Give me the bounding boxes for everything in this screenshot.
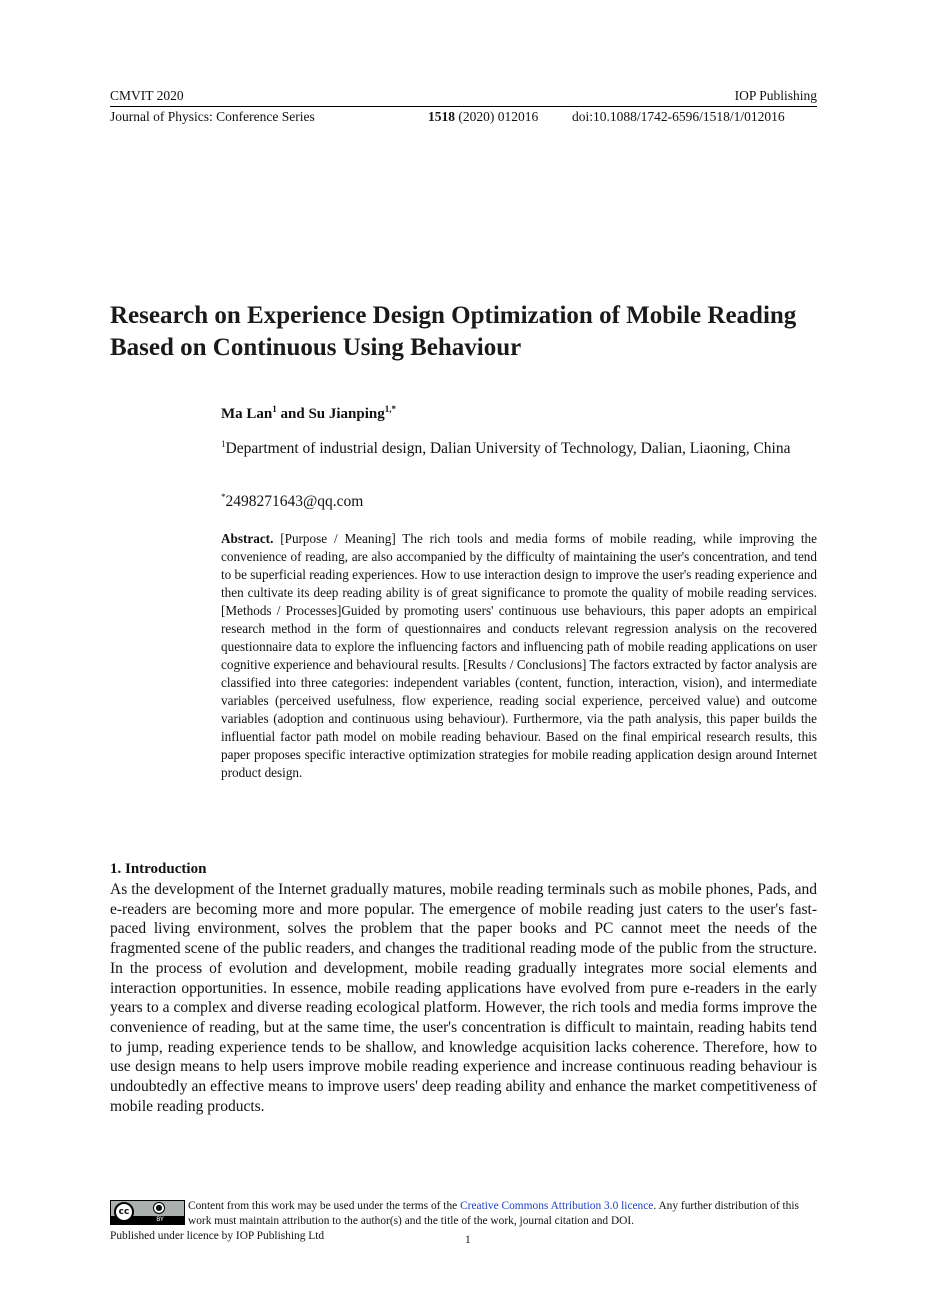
affiliation xyxy=(221,434,817,459)
license-notice xyxy=(188,1199,818,1229)
volume-info xyxy=(428,109,538,125)
author-conjunction: and xyxy=(280,406,305,422)
email-address[interactable]: 2498271643@qq.com xyxy=(225,493,364,511)
author-affil-mark: 1,* xyxy=(384,404,396,414)
conference-name: CMVIT 2020 xyxy=(110,88,184,103)
paper-title: Research on Experience Design Optimization of Mobile Reading Based on Continuous Using Behaviour xyxy=(110,302,797,361)
running-header-top xyxy=(110,88,817,107)
by-icon-label: BY xyxy=(156,1216,164,1223)
license-suffix: . Any further distribution of this work must maintain attribution to the author(s) and the title of the work, journal citation and DOI. xyxy=(188,1200,799,1227)
published-under-licence: Published under licence by IOP Publishing Ltd xyxy=(110,1230,325,1242)
author-affil-mark: 1 xyxy=(272,404,277,414)
affiliation-text: Department of industrial design, Dalian University of Technology, Dalian, Liaoning, China xyxy=(225,440,791,458)
running-header-bottom xyxy=(110,109,817,127)
author-name: Ma Lan xyxy=(221,406,273,422)
journal-name: Journal of Physics: Conference Series xyxy=(110,109,315,124)
abstract xyxy=(221,530,817,782)
section-heading-introduction: 1. Introduction xyxy=(110,861,207,877)
affiliation-mark: 1 xyxy=(221,439,226,449)
abstract-label: Abstract. xyxy=(221,531,274,546)
cc-by-license-icon[interactable] xyxy=(110,1200,185,1225)
license-prefix: Content from this work may be used under the terms of the xyxy=(188,1200,458,1212)
volume-number: 1518 xyxy=(428,109,455,124)
author-list xyxy=(221,404,396,423)
cc-icon: cc xyxy=(114,1202,134,1222)
publisher-name: IOP Publishing xyxy=(734,88,817,103)
attribution-person-icon: ● xyxy=(153,1202,165,1214)
introduction-paragraph: As the development of the Internet gradually matures, mobile reading terminals such as mobile phones, Pads, and e-readers are becoming more and more popular. The emergence of mobile reading just caters to the user's fast-paced living environment, solves the problem that the paper books and PC cannot meet the needs of the fragmented scene of the public readers, and changes the traditional reading mode of the public from the structure. In the process of evolution and development, mobile reading gradually integrates more social elements and interaction opportunities. In essence, mobile reading applications have evolved from pure e-readers in the early years to a complex and diverse reading ecological platform. However, the rich tools and media forms improve the convenience of reading, but at the same time, the user's concentration is difficult to maintain, reading habits tend to jump, reading experience tends to be shallow, and knowledge acquisition lacks coherence. Therefore, how to use design means to help users improve mobile reading experience and increase continuous reading behaviour is undoubtedly an effective means to improve users' deep reading ability and enhance the market competitiveness of mobile reading products. xyxy=(110,881,817,1115)
page-number: 1 xyxy=(465,1234,471,1246)
email-mark: * xyxy=(221,492,226,502)
abstract-text: [Purpose / Meaning] The rich tools and media forms of mobile reading, while improving the convenience of reading, are also accompanied by the difficulty of maintaining the user's concentration, and tend to be superficial reading experiences. How to use interaction design to improve the user's reading experience and then cultivate its deep reading ability is of great significance to promote the quality of mobile reading services.[Methods / Processes]Guided by promoting users' continuous use behaviours, this paper adopts an empirical research method in the form of questionnaires and conducts relevant regression analysis on the recovered questionnaire data to explore the influencing factors and influencing path of mobile reading applications on user cognitive experience and behavioural results. [Results / Conclusions] The factors extracted by factor analysis are classified into three categories: independent variables (content, function, interaction, vision), and intermediate variables (perceived usefulness, flow experience, reading social experience, perceived value) and outcome variables (adoption and continuous using behaviour). Furthermore, via the path analysis, this paper builds the influential factor path model on mobile reading behaviour. Based on the final empirical research results, this paper proposes specific interactive optimization strategies for mobile reading application design around Internet product design. xyxy=(221,531,817,780)
license-link[interactable]: Creative Commons Attribution 3.0 licence xyxy=(460,1200,654,1212)
doi[interactable]: doi:10.1088/1742-6596/1518/1/012016 xyxy=(572,109,785,124)
corresponding-email xyxy=(221,492,363,511)
author-name: Su Jianping xyxy=(308,406,385,422)
year-article: (2020) 012016 xyxy=(458,109,539,124)
